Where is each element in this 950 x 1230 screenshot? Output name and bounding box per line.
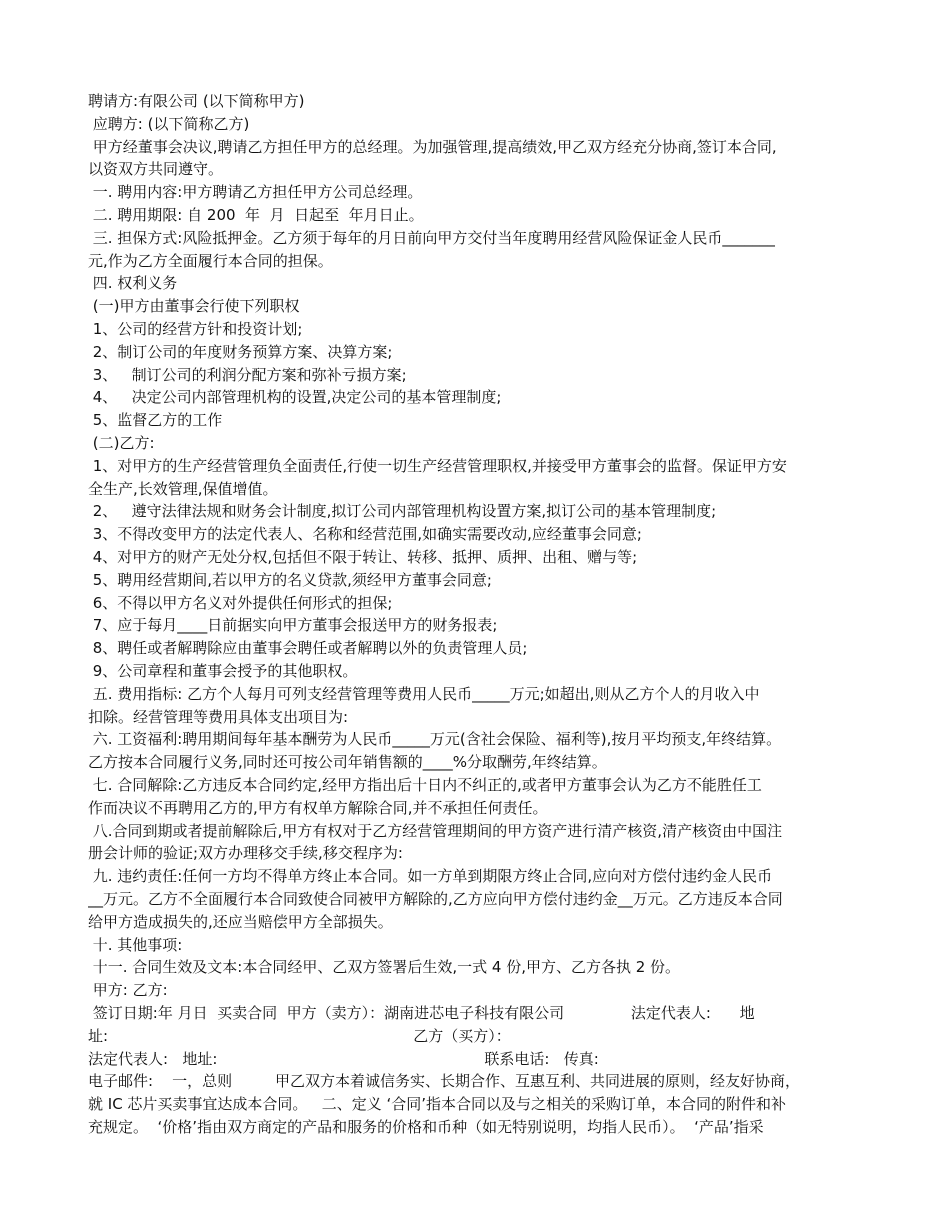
text-line: 四. 权利义务 xyxy=(88,274,178,293)
text-line: 签订日期:年 月日 买卖合同 甲方（卖方）：湖南进芯电子科技有限公司 法定代表人: 地 xyxy=(88,1004,755,1022)
text-line: 作而决议不再聘用乙方的,甲方有权单方解除合同,并不承担任何责任。 xyxy=(88,798,548,817)
text-line: 十. 其他事项: xyxy=(88,935,183,954)
text-line: 九. 违约责任:任何一方均不得单方终止本合同。如一方单到期限方终止合同,应向对方偿付违约金人民币 xyxy=(88,867,773,886)
text-line: 5、聘用经营期间,若以甲方的名义贷款,须经甲方董事会同意; xyxy=(88,570,492,589)
text-line: 甲方: 乙方: xyxy=(88,981,168,1000)
text-line: 甲方经董事会决议,聘请乙方担任甲方的总经理。为加强管理,提高绩效,甲乙双方经充分协商,签订本合同, xyxy=(88,137,777,156)
text-line: 3、 制订公司的利润分配方案和弥补亏损方案; xyxy=(88,365,407,384)
text-line: 8、聘任或者解聘除应由董事会聘任或者解聘以外的负责管理人员; xyxy=(88,639,528,658)
text-line: 7、应于每月____日前据实向甲方董事会报送甲方的财务报表; xyxy=(88,616,498,635)
text-line: 八.合同到期或者提前解除后,甲方有权对于乙方经营管理期间的甲方资产进行清产核资,清产核资由中国注 xyxy=(88,821,783,840)
text-line: 一. 聘用内容:甲方聘请乙方担任甲方公司总经理。 xyxy=(88,183,423,202)
text-line: 全生产,长效管理,保值增值。 xyxy=(88,479,278,498)
text-line: 聘请方:有限公司 (以下简称甲方) xyxy=(88,92,305,110)
text-line: __万元。乙方不全面履行本合同致使合同被甲方解除的,乙方应向甲方偿付违约金__万元。乙方违反本合同 xyxy=(88,890,783,908)
text-line: 以资双方共同遵守。 xyxy=(88,160,224,179)
text-line: 址: 乙方（买方）： xyxy=(88,1026,511,1045)
text-line: 五. 费用指标: 乙方个人每月可列支经营管理等费用人民币_____万元;如超出,则从乙方个人的月收入中 xyxy=(88,684,760,703)
text-line: 法定代表人: 地址: 联系电话: 传真: xyxy=(88,1049,599,1068)
text-line: 应聘方: (以下简称乙方) xyxy=(88,114,250,133)
text-line: 册会计师的验证;双方办理移交手续,移交程序为: xyxy=(88,844,403,863)
text-line: 4、对甲方的财产无处分权,包括但不限于转让、转移、抵押、质押、出租、赠与等; xyxy=(88,548,638,566)
text-line: 1、对甲方的生产经营管理负全面责任,行使一切生产经营管理职权,并接受甲方董事会的监督。保证甲方安 xyxy=(88,456,787,475)
text-line: 2、制订公司的年度财务预算方案、决算方案; xyxy=(88,342,393,361)
text-line: 十一. 合同生效及文本:本合同经甲、乙双方签署后生效,一式 4 份,甲方、乙方各执 2 份。 xyxy=(88,958,681,977)
text-line: (二)乙方: xyxy=(88,434,155,452)
text-line: 6、不得以甲方名义对外提供任何形式的担保; xyxy=(88,593,393,612)
text-line: 元,作为乙方全面履行本合同的担保。 xyxy=(88,251,333,270)
text-line: (一)甲方由董事会行使下列职权 xyxy=(88,297,300,316)
text-line: 乙方按本合同履行义务,同时还可按公司年销售额的____%分取酬劳,年终结算。 xyxy=(88,753,607,772)
text-line: 七. 合同解除:乙方违反本合同约定,经甲方指出后十日内不纠正的,或者甲方董事会认为乙方不能胜任工 xyxy=(88,776,762,794)
text-line: 5、监督乙方的工作 xyxy=(88,411,223,430)
text-line: 电子邮件: 一，总则 甲乙双方本着诚信务实、长期合作、互惠互利、共同进展的原则，经友好协商， xyxy=(88,1072,801,1091)
text-line: 充规定。 ‘价格’指由双方商定的产品和服务的价格和币种（如无特别说明，均指人民币）。 ‘产品’指采 xyxy=(88,1118,764,1136)
text-line: 二. 聘用期限: 自 200 年 月 日起至 年月日止。 xyxy=(88,206,424,224)
text-line: 三. 担保方式:风险抵押金。乙方须于每年的月日前向甲方交付当年度聘用经营风险保证金人民币_______ xyxy=(88,228,775,247)
text-line: 扣除。经营管理等费用具体支出项目为: xyxy=(88,707,349,726)
text-line: 1、公司的经营方针和投资计划; xyxy=(88,320,303,338)
text-line: 9、公司章程和董事会授予的其他职权。 xyxy=(88,662,358,680)
text-line: 3、不得改变甲方的法定代表人、名称和经营范围,如确实需要改动,应经董事会同意; xyxy=(88,525,642,544)
text-line: 给甲方造成损失的,还应当赔偿甲方全部损失。 xyxy=(88,912,393,931)
text-line: 六. 工资福利:聘用期间每年基本酬劳为人民币_____万元(含社会保险、福利等),按月平均预支,年终结算。 xyxy=(88,730,782,749)
text-line: 就 IC 芯片买卖事宜达成本合同。 二、定义 ‘合同’指本合同以及与之相关的采购订单，本合同的附件和补 xyxy=(88,1095,787,1114)
text-line: 2、 遵守法律法规和财务会计制度,拟订公司内部管理机构设置方案,拟订公司的基本管理制度; xyxy=(88,502,717,521)
text-line: 4、 决定公司内部管理机构的设置,决定公司的基本管理制度; xyxy=(88,388,502,407)
